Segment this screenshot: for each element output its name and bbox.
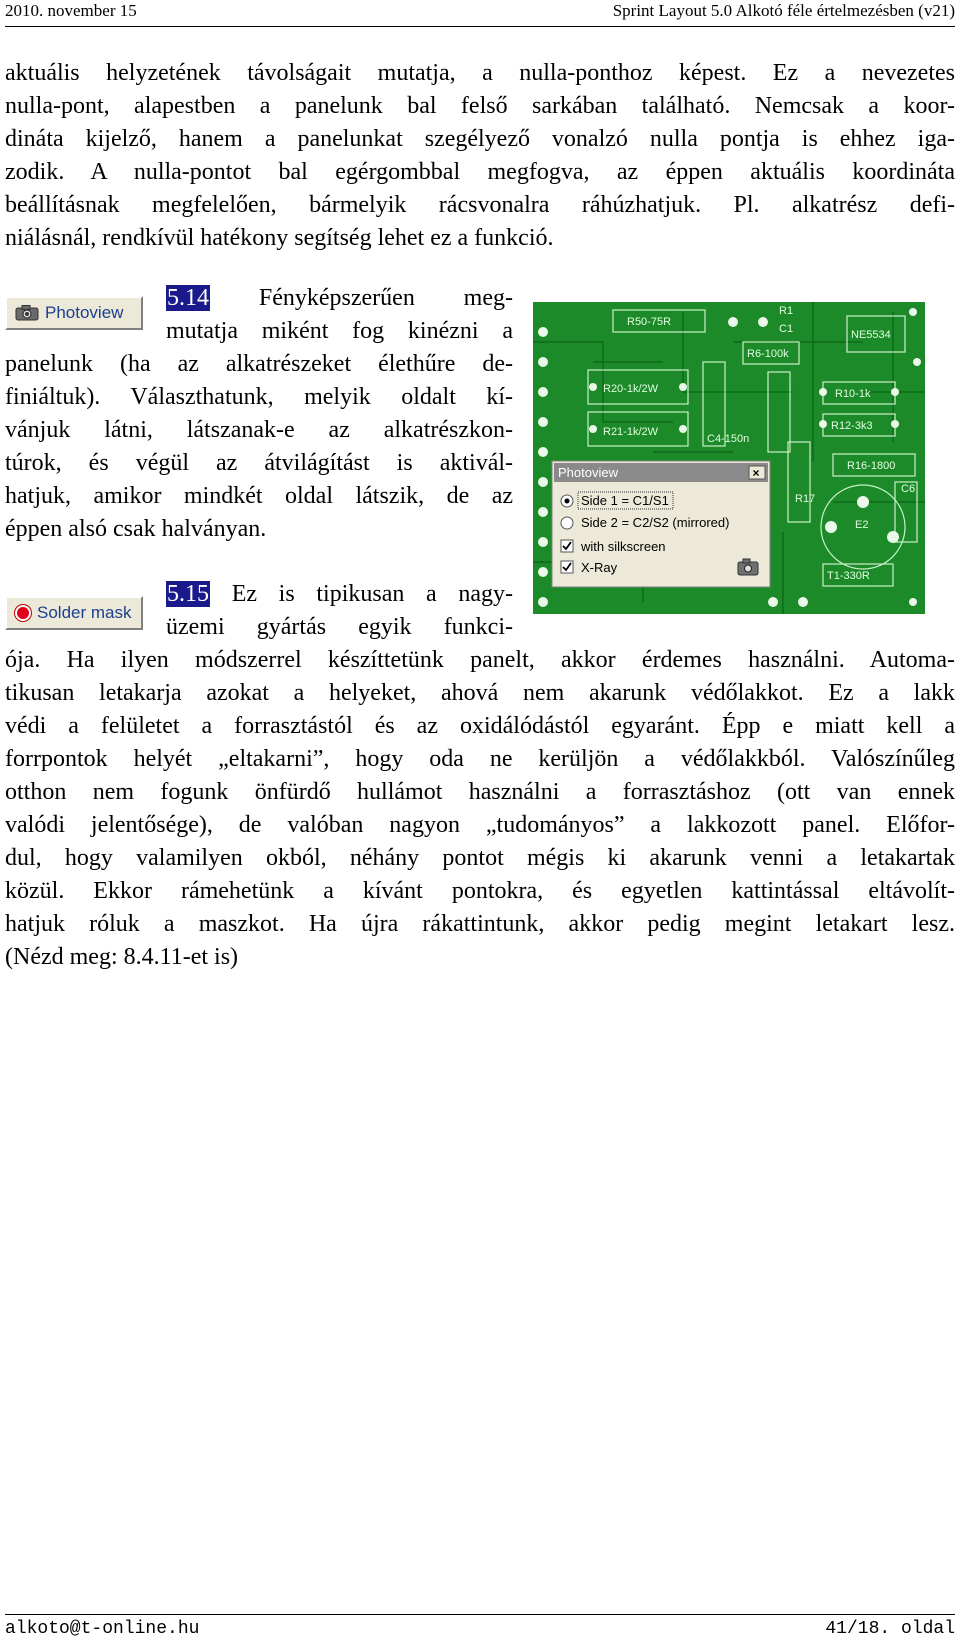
page-footer: [5, 1619, 955, 1641]
intro-paragraph: [5, 57, 955, 255]
section-number: 5.14: [167, 285, 209, 311]
text-line: valódi jelentősége), de valóban nagyon „tudományos” a lakkozott panel. Előfor-: [5, 812, 955, 838]
section-514-head: [166, 282, 513, 348]
pcb-label: C1: [779, 323, 794, 335]
text-line: közül. Ekkor rámehetünk a kívánt pontokra, és egyetlen kattintással eltávolít-: [5, 878, 955, 904]
text-line: üzemi gyártás egyik funkci-: [166, 614, 513, 640]
pcb-label: R12-3k3: [831, 420, 873, 432]
text-line: védi a felületet a forrasztástól és az oxidálódástól egyaránt. Épp e miatt kell a: [5, 713, 955, 739]
photoview-screenshot: [533, 302, 925, 614]
pcb-label: R6-100k: [747, 348, 789, 360]
side1-label: Side 1 = C1/S1: [581, 493, 669, 508]
pcb-label: R16-1800: [847, 460, 896, 472]
header-date: 2010. november 15: [5, 1, 137, 20]
xray-checkbox[interactable]: [561, 560, 618, 575]
text-line-part: Fényképszerűen meg-: [258, 285, 513, 311]
text-line: dináta kijelző, hanem a panelunkat szegélyező vonalzó nulla pontja is ehhez iga-: [5, 126, 955, 152]
text-line: aktuális helyzetének távolságait mutatja, a nulla-ponthoz képest. Ez a nevezetes: [5, 60, 955, 86]
text-line: túrok, és végül az átvilágítást is aktivál-: [5, 450, 513, 476]
text-line: niálásnál, rendkívül hatékony segítség lehet ez a funkció.: [5, 225, 554, 251]
text-line: zodik. A nulla-pontot bal egérgombbal megfogva, az éppen aktuális koordináta: [5, 159, 955, 185]
text-line: finiáltuk). Választhatunk, melyik oldalt kí-: [5, 384, 513, 410]
text-line: mutatja miként fog kinézni a: [166, 318, 513, 344]
pcb-label: R1: [779, 305, 794, 317]
silkscreen-label: with silkscreen: [581, 539, 666, 554]
solder-mask-button[interactable]: [5, 596, 143, 630]
text-line: éppen alsó csak halványan.: [5, 516, 267, 542]
pcb-label: C4-150n: [707, 433, 750, 445]
pcb-label: R10-1k: [835, 388, 871, 400]
pcb-label: T1-330R: [827, 570, 870, 582]
page-header: [0, 0, 960, 22]
text-line-part: Ez is tipikusan a nagy-: [231, 581, 514, 607]
text-line: hatjuk róluk a maszkot. Ha újra rákattintunk, akkor pedig megint letakart lesz.: [5, 911, 955, 937]
camera-icon: [15, 305, 39, 321]
text-line: (Nézd meg: 8.4.11-et is): [5, 944, 239, 970]
section-number: 5.15: [167, 581, 209, 607]
pcb-label: R21-1k/2W: [603, 426, 659, 438]
section-515-body: [5, 644, 955, 974]
side2-label: Side 2 = C2/S2 (mirrored): [581, 515, 730, 530]
solder-mask-icon: [15, 605, 31, 621]
close-icon: ×: [752, 466, 760, 480]
footer-email: alkoto@t-online.hu: [5, 1619, 200, 1639]
close-button[interactable]: [749, 466, 765, 480]
pcb-label: NE5534: [851, 329, 891, 341]
footer-page-number: 41/18. oldal: [825, 1619, 955, 1639]
text-line: [166, 578, 513, 611]
footer-rule: [5, 1614, 955, 1615]
pcb-label: E2: [855, 519, 869, 531]
text-line: nulla-pont, alapestben a panelunk bal felső sarkában található. Nemcsak a koor-: [5, 93, 955, 119]
text-line: beállításnak megfelelően, bármelyik rácsvonalra ráhúzhatjuk. Pl. alkatrész defi-: [5, 192, 955, 218]
photoview-dialog: [552, 461, 770, 587]
text-line: dul, hogy valamilyen okból, néhány pontot mégis ki akarunk venni a letakartak: [5, 845, 955, 871]
header-rule: [5, 26, 955, 27]
section-514-body: [5, 348, 513, 546]
pcb-label: C6: [901, 483, 916, 495]
photoview-button[interactable]: [5, 296, 143, 330]
xray-label: X-Ray: [581, 560, 618, 575]
solder-mask-button-label: Solder mask: [37, 603, 132, 622]
text-line: otthon nem fogunk önfürdő hullámot használni a forrasztáshoz (ott van ennek: [5, 779, 955, 805]
pcb-label: R20-1k/2W: [603, 383, 659, 395]
pcb-label: R50-75R: [627, 316, 672, 328]
photoview-button-label: Photoview: [45, 303, 124, 322]
text-line: ója. Ha ilyen módszerrel készíttetünk panelt, akkor érdemes használni. Automa-: [5, 647, 955, 673]
side2-radio[interactable]: [561, 515, 729, 530]
section-515-head: [166, 578, 513, 644]
text-line: hatjuk, amikor mindkét oldal látszik, de az: [5, 483, 513, 509]
text-line: tikusan letakarja azokat a helyeket, ahová nem akarunk védőlakkot. Ez a lakk: [5, 680, 955, 706]
text-line: vánjuk látni, látszanak-e az alkatrészkon-: [5, 417, 513, 443]
text-line: [166, 282, 513, 315]
text-line: forrpontok helyét „eltakarni”, hogy oda ne kerüljön a védőlakkból. Valószínűleg: [5, 746, 955, 772]
text-line: panelunk (ha az alkatrészeket élethűre de-: [5, 351, 513, 377]
dialog-title: Photoview: [558, 465, 618, 480]
pcb-label: R17: [795, 493, 816, 505]
header-title: Sprint Layout 5.0 Alkotó féle értelmezésben (v21): [612, 1, 955, 20]
